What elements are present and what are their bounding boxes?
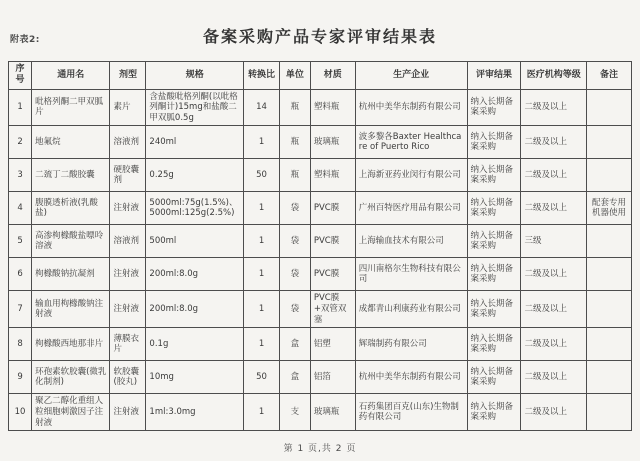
cell-index: 4 — [9, 192, 32, 225]
cell-specification: 200ml:8.0g — [146, 258, 244, 291]
cell-material: PVC膜 — [310, 225, 355, 258]
cell-institution-level: 二级及以上 — [521, 89, 587, 126]
cell-material: PVC膜+双管双塞 — [310, 291, 355, 328]
cell-conversion-ratio: 1 — [244, 328, 280, 361]
cell-specification: 0.1g — [146, 328, 244, 361]
cell-manufacturer: 四川南格尔生物科技有限公司 — [355, 258, 467, 291]
cell-conversion-ratio: 50 — [244, 159, 280, 192]
cell-material: 塑料瓶 — [310, 159, 355, 192]
cell-dosage-form: 硬胶囊剂 — [110, 159, 146, 192]
cell-conversion-ratio: 1 — [244, 291, 280, 328]
review-results-table — [8, 61, 632, 431]
cell-review-result: 纳入长期备案采购 — [467, 361, 521, 394]
cell-remarks — [586, 89, 631, 126]
cell-review-result: 纳入长期备案采购 — [467, 394, 521, 431]
cell-conversion-ratio: 1 — [244, 258, 280, 291]
cell-review-result: 纳入长期备案采购 — [467, 258, 521, 291]
table-header-row — [9, 62, 632, 90]
cell-generic-name: 地氟烷 — [32, 126, 110, 159]
cell-conversion-ratio: 14 — [244, 89, 280, 126]
column-header-unit: 单位 — [280, 62, 311, 90]
cell-material: 铝塑 — [310, 328, 355, 361]
table-row — [9, 225, 632, 258]
cell-institution-level: 二级及以上 — [521, 126, 587, 159]
column-header-index: 序号 — [9, 62, 32, 90]
cell-generic-name: 高渗枸橼酸盐嘌呤溶液 — [32, 225, 110, 258]
cell-index: 9 — [9, 361, 32, 394]
cell-unit: 盒 — [280, 361, 311, 394]
cell-specification: 200ml:8.0g — [146, 291, 244, 328]
cell-manufacturer: 杭州中美华东制药有限公司 — [355, 89, 467, 126]
cell-specification: 0.25g — [146, 159, 244, 192]
cell-unit: 瓶 — [280, 126, 311, 159]
cell-dosage-form: 注射液 — [110, 394, 146, 431]
cell-remarks — [586, 361, 631, 394]
cell-generic-name: 枸橼酸西地那非片 — [32, 328, 110, 361]
cell-remarks — [586, 291, 631, 328]
cell-institution-level: 二级及以上 — [521, 394, 587, 431]
cell-unit: 袋 — [280, 192, 311, 225]
cell-generic-name: 枸橼酸钠抗凝剂 — [32, 258, 110, 291]
cell-index: 6 — [9, 258, 32, 291]
table-row — [9, 192, 632, 225]
cell-review-result: 纳入长期备案采购 — [467, 159, 521, 192]
table-row — [9, 258, 632, 291]
cell-conversion-ratio: 1 — [244, 126, 280, 159]
cell-index: 2 — [9, 126, 32, 159]
cell-dosage-form: 软胶囊(胶丸) — [110, 361, 146, 394]
cell-dosage-form: 薄膜衣片 — [110, 328, 146, 361]
page-number: 第 1 页,共 2 页 — [283, 444, 357, 454]
cell-dosage-form: 注射液 — [110, 291, 146, 328]
cell-remarks — [586, 159, 631, 192]
cell-specification: 240ml — [146, 126, 244, 159]
cell-remarks — [586, 258, 631, 291]
cell-institution-level: 二级及以上 — [521, 192, 587, 225]
cell-specification: 5000ml:75g(1.5%)、5000ml:125g(2.5%) — [146, 192, 244, 225]
cell-review-result: 纳入长期备案采购 — [467, 192, 521, 225]
cell-generic-name: 输血用枸橼酸钠注射液 — [32, 291, 110, 328]
cell-institution-level: 三级 — [521, 225, 587, 258]
cell-generic-name: 环孢素软胶囊(微乳化制剂) — [32, 361, 110, 394]
cell-remarks — [586, 225, 631, 258]
cell-index: 5 — [9, 225, 32, 258]
cell-institution-level: 二级及以上 — [521, 361, 587, 394]
cell-unit: 瓶 — [280, 89, 311, 126]
column-header-manufacturer: 生产企业 — [355, 62, 467, 90]
cell-dosage-form: 注射液 — [110, 192, 146, 225]
cell-institution-level: 二级及以上 — [521, 258, 587, 291]
column-header-review-result: 评审结果 — [467, 62, 521, 90]
cell-dosage-form: 注射液 — [110, 258, 146, 291]
cell-remarks — [586, 126, 631, 159]
table-row — [9, 328, 632, 361]
table-row — [9, 126, 632, 159]
cell-manufacturer: 上海输血技术有限公司 — [355, 225, 467, 258]
cell-manufacturer: 广州百特医疗用品有限公司 — [355, 192, 467, 225]
cell-generic-name: 腹膜透析液(乳酸盐) — [32, 192, 110, 225]
cell-remarks — [586, 394, 631, 431]
column-header-dosage-form: 剂型 — [110, 62, 146, 90]
column-header-institution-level: 医疗机构等级 — [521, 62, 587, 90]
cell-unit: 袋 — [280, 225, 311, 258]
table-row — [9, 89, 632, 126]
cell-material: 铝箔 — [310, 361, 355, 394]
column-header-generic-name: 通用名 — [32, 62, 110, 90]
column-header-specification: 规格 — [146, 62, 244, 90]
cell-index: 3 — [9, 159, 32, 192]
cell-remarks: 配套专用机器使用 — [586, 192, 631, 225]
cell-dosage-form: 溶液剂 — [110, 126, 146, 159]
cell-remarks — [586, 328, 631, 361]
cell-generic-name: 聚乙二醇化重组人粒细胞刺激因子注射液 — [32, 394, 110, 431]
cell-manufacturer: 石药集团百克(山东)生物制药有限公司 — [355, 394, 467, 431]
page-title: 备案采购产品专家评审结果表 — [202, 27, 437, 46]
cell-specification: 10mg — [146, 361, 244, 394]
cell-manufacturer: 辉瑞制药有限公司 — [355, 328, 467, 361]
cell-index: 10 — [9, 394, 32, 431]
cell-unit: 袋 — [280, 291, 311, 328]
cell-conversion-ratio: 50 — [244, 361, 280, 394]
cell-manufacturer: 成都青山利康药业有限公司 — [355, 291, 467, 328]
cell-conversion-ratio: 1 — [244, 225, 280, 258]
cell-manufacturer: 波多黎各Baxter Healthcare of Puerto Rico — [355, 126, 467, 159]
cell-specification: 500ml — [146, 225, 244, 258]
cell-material: 玻璃瓶 — [310, 394, 355, 431]
cell-institution-level: 二级及以上 — [521, 159, 587, 192]
table-row — [9, 394, 632, 431]
cell-institution-level: 二级及以上 — [521, 328, 587, 361]
column-header-remarks: 备注 — [586, 62, 631, 90]
cell-generic-name: 二巯丁二酸胶囊 — [32, 159, 110, 192]
table-row — [9, 361, 632, 394]
cell-index: 7 — [9, 291, 32, 328]
cell-review-result: 纳入长期备案采购 — [467, 291, 521, 328]
cell-review-result: 纳入长期备案采购 — [467, 126, 521, 159]
column-header-material: 材质 — [310, 62, 355, 90]
table-row — [9, 159, 632, 192]
cell-dosage-form: 溶液剂 — [110, 225, 146, 258]
cell-review-result: 纳入长期备案采购 — [467, 328, 521, 361]
cell-review-result: 纳入长期备案采购 — [467, 225, 521, 258]
cell-unit: 袋 — [280, 258, 311, 291]
cell-material: PVC膜 — [310, 258, 355, 291]
cell-unit: 盒 — [280, 328, 311, 361]
table-row — [9, 291, 632, 328]
cell-specification: 含盐酸吡格列酮(以吡格列酮计)15mg和盐酸二甲双胍0.5g — [146, 89, 244, 126]
cell-review-result: 纳入长期备案采购 — [467, 89, 521, 126]
cell-institution-level: 二级及以上 — [521, 291, 587, 328]
cell-index: 1 — [9, 89, 32, 126]
column-header-conversion-ratio: 转换比 — [244, 62, 280, 90]
cell-specification: 1ml:3.0mg — [146, 394, 244, 431]
cell-dosage-form: 素片 — [110, 89, 146, 126]
cell-unit: 支 — [280, 394, 311, 431]
cell-generic-name: 吡格列酮二甲双胍片 — [32, 89, 110, 126]
cell-material: PVC膜 — [310, 192, 355, 225]
cell-index: 8 — [9, 328, 32, 361]
cell-material: 玻璃瓶 — [310, 126, 355, 159]
cell-manufacturer: 上海新亚药业闵行有限公司 — [355, 159, 467, 192]
cell-conversion-ratio: 1 — [244, 192, 280, 225]
cell-material: 塑料瓶 — [310, 89, 355, 126]
cell-unit: 瓶 — [280, 159, 311, 192]
cell-conversion-ratio: 1 — [244, 394, 280, 431]
annex-label: 附表2: — [10, 35, 40, 45]
cell-manufacturer: 杭州中美华东制药有限公司 — [355, 361, 467, 394]
